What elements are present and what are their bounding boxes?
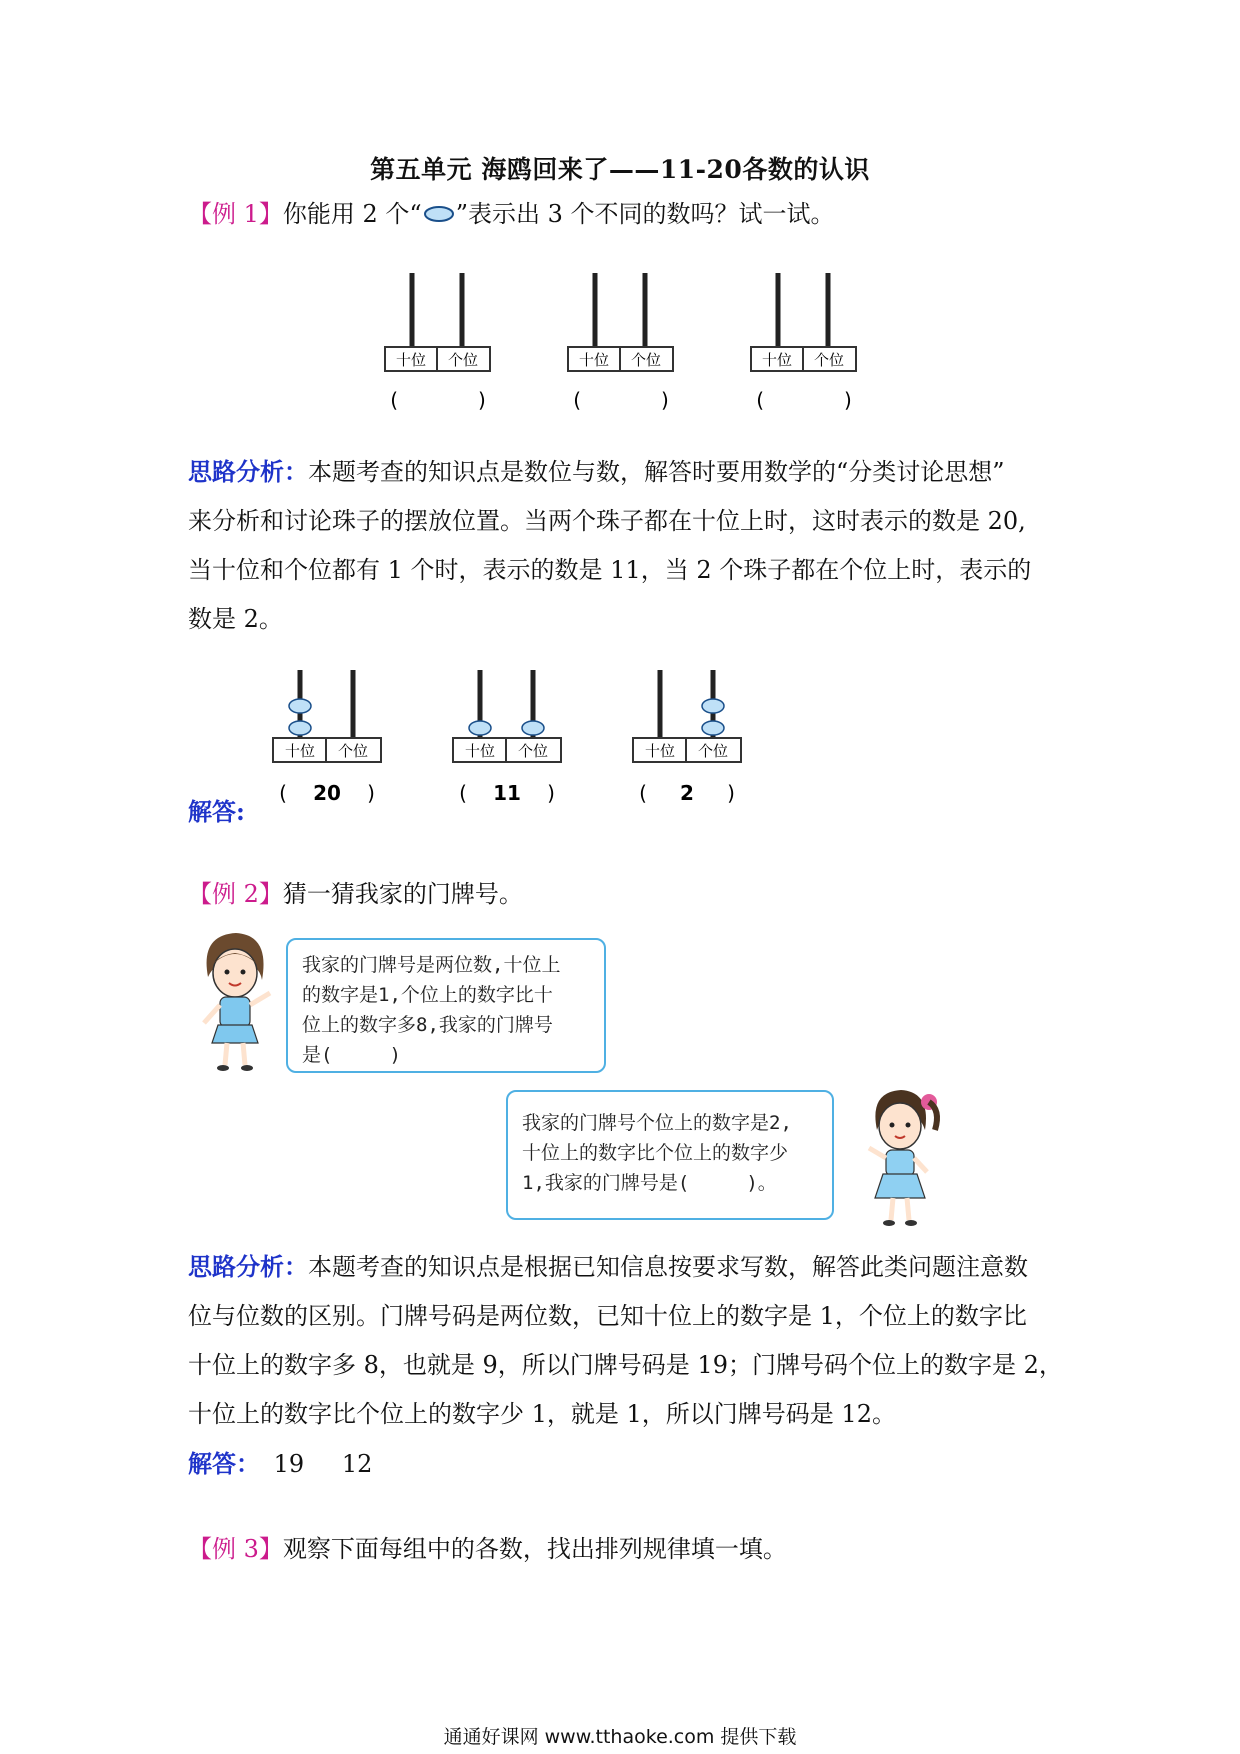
paren-left: (: [279, 781, 287, 805]
answer-abaci: [255, 660, 775, 810]
example3-tag: 【例 3】: [188, 1535, 283, 1563]
bubble-line: 位上的数字多8,我家的门牌号: [302, 1014, 553, 1036]
bubble-line: 1,我家的门牌号是( )。: [522, 1172, 777, 1194]
example2-tag: 【例 2】: [188, 880, 283, 908]
girl-illustration-1: [190, 925, 280, 1075]
example1-question: [188, 200, 835, 228]
tens-label: 十位: [395, 351, 427, 369]
analysis-line: 本题考查的知识点是根据已知信息按要求写数，解答此类问题注意数: [308, 1253, 1028, 1281]
answer-value: 20: [313, 781, 341, 805]
tens-bead: [289, 721, 311, 735]
analysis-tag: 思路分析：: [188, 1252, 308, 1281]
example2-answer-tag: 解答：: [188, 1449, 260, 1478]
example3-question: [188, 1535, 787, 1563]
ones-label: 个位: [517, 742, 549, 760]
ones-label: 个位: [630, 351, 662, 369]
example1-analysis: [188, 447, 1088, 644]
analysis-line: 本题考查的知识点是数位与数，解答时要用数学的“分类讨论思想”: [308, 458, 1005, 486]
bubble-line: 我家的门牌号是两位数,十位上: [302, 954, 561, 976]
page-footer: 通通好课网 www.tthaoke.com 提供下载: [443, 1726, 797, 1748]
bead-icon: [422, 204, 456, 224]
ones-label: 个位: [697, 742, 729, 760]
answer-abacus-2: [453, 670, 561, 805]
paren-right: ): [547, 781, 555, 805]
analysis-line: 来分析和讨论珠子的摆放位置。当两个珠子都在十位上时，这时表示的数是 20,: [188, 507, 1026, 535]
paren-left: (: [459, 781, 467, 805]
speech-bubble-2: [506, 1090, 834, 1220]
bubble-line: 我家的门牌号个位上的数字是2,: [522, 1112, 792, 1134]
ones-label: 个位: [813, 351, 845, 369]
answer-value: 11: [493, 781, 521, 805]
answer-abacus-1: [273, 670, 381, 805]
analysis-line: 十位上的数字多 8，也就是 9，所以门牌号码是 19；门牌号码个位上的数字是 2，: [188, 1351, 1063, 1379]
example3-question-text: 观察下面每组中的各数，找出排列规律填一填。: [282, 1535, 787, 1563]
tens-label: 十位: [578, 351, 610, 369]
speech-bubble-1: [286, 938, 606, 1073]
paren-right: ): [367, 781, 375, 805]
paren-left: (: [639, 781, 647, 805]
tens-bead: [289, 699, 311, 713]
blank-answer: ( ): [573, 388, 669, 412]
ones-label: 个位: [447, 351, 479, 369]
example1-question-before: 你能用 2 个“: [282, 200, 422, 228]
tens-label: 十位: [464, 742, 496, 760]
bubble-line: 的数字是1,个位上的数字比十: [302, 984, 553, 1006]
answer-value: 12: [341, 1450, 373, 1478]
ones-bead: [702, 699, 724, 713]
empty-abacus-1: [385, 273, 490, 412]
analysis-line: 数是 2。: [188, 605, 283, 633]
ones-label: 个位: [337, 742, 369, 760]
example2-question: [188, 880, 523, 908]
analysis-line: 十位上的数字比个位上的数字少 1，就是 1，所以门牌号码是 12。: [188, 1400, 896, 1428]
empty-abacus-2: [568, 273, 673, 412]
analysis-tag: 思路分析：: [188, 457, 308, 486]
example2-question-text: 猜一猜我家的门牌号。: [282, 880, 523, 908]
tens-label: 十位: [284, 742, 316, 760]
ones-bead: [702, 721, 724, 735]
analysis-line: 位与位数的区别。门牌号码是两位数，已知十位上的数字是 1，个位上的数字比: [188, 1302, 1027, 1330]
tens-label: 十位: [644, 742, 676, 760]
example1-answer-tag: 解答:: [188, 797, 245, 826]
bubble-line: 十位上的数字比个位上的数字少: [522, 1142, 789, 1164]
paren-right: ): [727, 781, 735, 805]
blank-answer: ( ): [390, 388, 486, 412]
answer-value: 19: [273, 1450, 305, 1478]
blank-answer: ( ): [756, 388, 852, 412]
bubble-line: 是( ): [302, 1044, 401, 1066]
girl-illustration-2: [855, 1080, 945, 1230]
empty-abaci: [370, 265, 890, 425]
tens-label: 十位: [761, 351, 793, 369]
answer-value: 2: [680, 781, 694, 805]
example1-tag: 【例 1】: [188, 200, 283, 228]
example2-answer: [188, 1450, 372, 1478]
empty-abacus-3: [751, 273, 856, 412]
ones-bead: [522, 721, 544, 735]
example2-analysis: [188, 1242, 1088, 1439]
answer-abacus-3: [633, 670, 741, 805]
page-title: 第五单元 海鸥回来了——11-20各数的认识: [370, 155, 870, 184]
tens-bead: [469, 721, 491, 735]
analysis-line: 当十位和个位都有 1 个时，表示的数是 11，当 2 个珠子都在个位上时，表示的: [188, 556, 1032, 584]
example1-question-after: ”表示出 3 个不同的数吗？试一试。: [455, 200, 835, 228]
